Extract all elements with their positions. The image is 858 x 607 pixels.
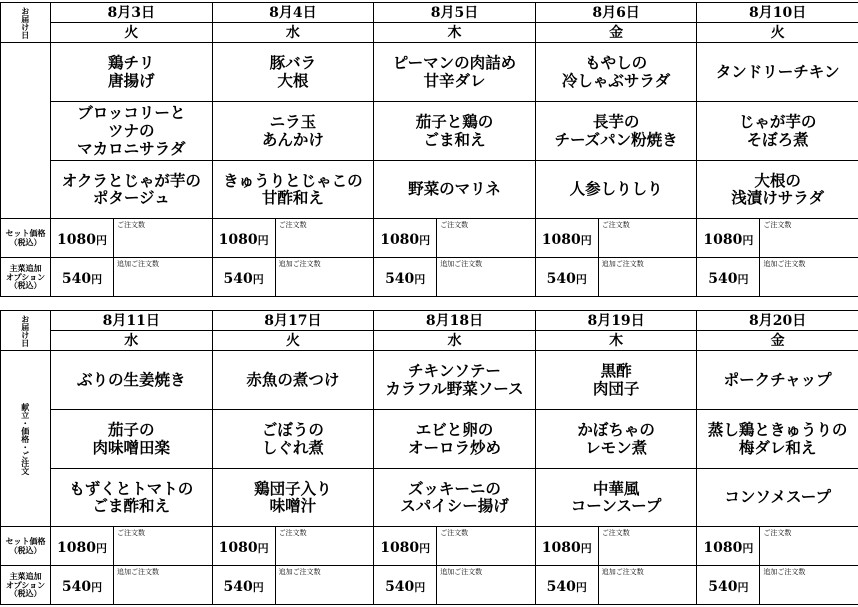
set-price-row [1, 527, 858, 565]
option-label: 主菜追加 [9, 263, 42, 274]
dish-name-line: ツナの [108, 120, 155, 140]
set-price-amount: 1080 [57, 231, 96, 248]
date-row [1, 311, 858, 331]
option-price-amount: 540 [546, 270, 576, 287]
option-price [374, 566, 436, 604]
set-price [374, 527, 436, 564]
weekday: 木 [374, 23, 536, 43]
dish-row [1, 43, 858, 102]
delivery-date: 8月10日 [697, 3, 858, 23]
dish-row [1, 468, 858, 527]
price-unit: 円 [95, 541, 107, 555]
additional-order-count-label: 追加ご注文数 [601, 567, 644, 576]
price-unit: 円 [91, 272, 103, 286]
option-price [536, 566, 598, 604]
dish-name-line: しぐれ煮 [261, 437, 324, 457]
set-price-amount: 1080 [541, 231, 581, 248]
set-price-amount: 1080 [703, 539, 743, 556]
order-count-label: ご注文数 [763, 221, 792, 230]
option-price-amount: 540 [223, 270, 253, 287]
delivery-date: 8月20日 [697, 311, 858, 331]
dish-name-line: タンドリーチキン [715, 62, 840, 82]
price-unit: 円 [575, 580, 587, 594]
dish-cell [51, 160, 213, 219]
option-price-amount: 540 [223, 578, 253, 595]
weekday: 金 [697, 331, 858, 351]
dish-name-line: あんかけ [261, 129, 324, 149]
dish-name-line: 大根 [277, 71, 309, 91]
set-price-label: セット価格 [5, 536, 46, 547]
order-count-label: ご注文数 [278, 221, 307, 230]
dish-name-line: 茄子の [108, 419, 155, 439]
option-price [374, 258, 436, 296]
order-count-label: ご注文数 [278, 529, 307, 538]
dish-name-line: ぶりの生姜焼き [77, 370, 186, 390]
dish-name-line: ピーマンの肉詰め [392, 53, 517, 73]
price-unit: 円 [737, 272, 749, 286]
dish-name-line: マカロニサラダ [77, 138, 186, 158]
additional-order-count-field[interactable] [113, 258, 212, 296]
price-unit: 円 [580, 233, 592, 247]
additional-order-count-field[interactable] [113, 566, 212, 604]
dish-cell [51, 102, 213, 161]
dish-cell [212, 410, 374, 469]
option-price-amount: 540 [61, 578, 92, 595]
price-unit: 円 [575, 272, 587, 286]
dish-name-line: コーンスープ [570, 496, 662, 516]
dish-name-line: 味噌汁 [269, 496, 317, 516]
dish-cell [374, 43, 536, 102]
order-count-field[interactable] [436, 219, 535, 256]
dish-name-line: ごま酢和え [92, 496, 171, 516]
dish-row [1, 160, 858, 219]
set-price [697, 219, 759, 256]
set-price-cell [374, 219, 536, 257]
option-price-cell [697, 565, 858, 604]
dish-cell [697, 102, 858, 161]
option-price [697, 258, 759, 296]
dish-cell [535, 160, 697, 219]
dish-name-line: ズッキーニの [408, 478, 501, 498]
order-count-label: ご注文数 [601, 221, 630, 230]
dish-cell [212, 160, 374, 219]
option-price [213, 566, 275, 604]
dish-name-line: 肉味噌田楽 [92, 437, 171, 457]
order-count-label: ご注文数 [440, 529, 469, 538]
price-unit: 円 [91, 580, 103, 594]
weekday: 水 [212, 23, 374, 43]
price-unit: 円 [580, 541, 592, 555]
menu-price-order-label: 献立・価格・ご注文 [20, 402, 31, 475]
delivery-date-label: お届け日 [20, 6, 31, 39]
set-price-cell [212, 527, 374, 565]
dish-cell [535, 43, 697, 102]
additional-order-count-field[interactable] [436, 566, 535, 604]
dish-cell [535, 351, 697, 410]
weekday: 金 [535, 23, 697, 43]
dish-cell [374, 351, 536, 410]
dish-name-line: 甘辛ダレ [423, 71, 486, 91]
order-count-field[interactable] [113, 219, 212, 256]
delivery-date-label-cell [1, 3, 51, 43]
dish-cell [374, 410, 536, 469]
dish-row [1, 351, 858, 410]
dish-cell [51, 43, 213, 102]
dish-name-line: 鶏チリ [108, 53, 155, 73]
dish-cell [51, 410, 213, 469]
order-count-field[interactable] [436, 527, 535, 564]
weekday: 火 [51, 23, 213, 43]
dish-cell [535, 102, 697, 161]
additional-order-count-field[interactable] [436, 258, 535, 296]
additional-order-count-label: 追加ご注文数 [601, 259, 644, 268]
order-count-field[interactable] [759, 527, 858, 564]
dish-cell [697, 468, 858, 527]
dish-name-line: 赤魚の煮つけ [246, 370, 340, 390]
option-label-sub: オプション [5, 579, 46, 590]
dish-name-line: 野菜のマリネ [408, 179, 501, 199]
dish-cell [697, 410, 858, 469]
set-price [51, 527, 113, 564]
option-price-cell [51, 565, 213, 604]
order-count-field[interactable] [113, 527, 212, 564]
menu-table-week-1 [0, 2, 858, 297]
dish-name-line: ニラ玉 [269, 111, 317, 131]
dish-cell [374, 160, 536, 219]
option-price-amount: 540 [708, 270, 738, 287]
dish-name-line: かぼちゃの [577, 419, 655, 439]
additional-order-count-label: 追加ご注文数 [763, 259, 806, 268]
order-count-field[interactable] [598, 219, 697, 256]
set-price-amount: 1080 [541, 539, 581, 556]
option-label-cell [1, 257, 51, 296]
dish-cell [535, 468, 697, 527]
additional-order-count-label: 追加ご注文数 [440, 567, 483, 576]
order-count-field[interactable] [598, 527, 697, 564]
weekday: 火 [212, 331, 374, 351]
option-price-amount: 540 [708, 578, 738, 595]
dish-name-line: もずくとトマトの [69, 478, 194, 498]
price-unit: 円 [414, 272, 426, 286]
price-unit: 円 [742, 541, 754, 555]
dish-name-line: 豚バラ [269, 53, 317, 73]
delivery-date-label: お届け日 [20, 314, 31, 347]
set-price-label: セット価格 [5, 228, 46, 239]
option-price-amount: 540 [61, 270, 92, 287]
option-price-cell [51, 257, 213, 296]
set-price-cell [51, 219, 213, 257]
dish-cell [51, 468, 213, 527]
dish-name-line: 大根の [754, 170, 801, 190]
set-price [536, 527, 598, 564]
dish-name-line: 浅漬けサラダ [731, 188, 825, 208]
set-price [213, 219, 275, 256]
dish-name-line: 人参しりしり [569, 179, 663, 199]
order-count-label: ご注文数 [763, 529, 792, 538]
weekday: 火 [697, 23, 858, 43]
dish-cell [374, 468, 536, 527]
additional-order-count-label: 追加ご注文数 [117, 259, 159, 268]
order-count-label: ご注文数 [117, 529, 145, 538]
set-price-cell [374, 527, 536, 565]
price-unit: 円 [257, 233, 269, 247]
option-price [51, 566, 113, 604]
set-price-cell [535, 219, 697, 257]
price-unit: 円 [414, 580, 426, 594]
dish-name-line: 茄子と鶏の [415, 111, 494, 131]
dish-name-line: 中華風 [592, 478, 640, 498]
dish-name-line: ポタージュ [92, 188, 170, 208]
dish-row [1, 102, 858, 161]
option-price-cell [212, 257, 374, 296]
delivery-date: 8月6日 [535, 3, 697, 23]
set-price [213, 527, 275, 564]
dish-name-line: 甘酢和え [261, 188, 324, 208]
option-price-cell [535, 257, 697, 296]
price-unit: 円 [419, 233, 431, 247]
set-price-cell [212, 219, 374, 257]
dish-cell [374, 102, 536, 161]
delivery-date: 8月18日 [374, 311, 536, 331]
menu-table-week-2 [0, 310, 858, 605]
delivery-date: 8月11日 [51, 311, 213, 331]
tax-included-label: （税込） [9, 236, 42, 247]
additional-order-count-label: 追加ご注文数 [117, 567, 159, 576]
dish-name-line: カラフル野菜ソース [385, 379, 524, 399]
price-unit: 円 [742, 233, 754, 247]
tax-included-label: （税込） [9, 544, 42, 555]
dish-name-line: ごぼうの [261, 419, 324, 439]
dish-name-line: 肉団子 [592, 379, 640, 399]
set-price [536, 219, 598, 256]
order-count-label: ご注文数 [117, 221, 145, 230]
dish-name-line: コンソメスープ [724, 487, 831, 507]
dish-name-line: チキンソテー [408, 361, 501, 381]
option-price-cell [535, 565, 697, 604]
dish-name-line: ポークチャップ [723, 370, 832, 390]
option-price-cell [374, 257, 536, 296]
additional-order-count-field[interactable] [759, 566, 858, 604]
dish-name-line: 唐揚げ [108, 71, 155, 91]
dish-name-line: 鶏団子入り [254, 478, 332, 498]
dish-cell [212, 351, 374, 410]
order-count-label: ご注文数 [601, 529, 630, 538]
set-price-amount: 1080 [380, 539, 420, 556]
price-unit: 円 [95, 233, 107, 247]
set-price [51, 219, 113, 256]
option-price-amount: 540 [385, 578, 415, 595]
dish-name-line: エビと卵の [415, 419, 494, 439]
dish-name-line: 蒸し鶏ときゅうりの [707, 419, 848, 439]
weekday: 水 [51, 331, 213, 351]
additional-order-count-field[interactable] [598, 566, 697, 604]
set-price-amount: 1080 [218, 231, 258, 248]
dish-name-line: チーズパン粉焼き [554, 129, 678, 149]
set-price-cell [697, 527, 858, 565]
dish-name-line: オクラとじゃが芋の [61, 170, 201, 190]
option-price-cell [212, 565, 374, 604]
delivery-date: 8月5日 [374, 3, 536, 23]
order-count-field[interactable] [759, 219, 858, 256]
dish-name-line: 冷しゃぶサラダ [561, 71, 671, 91]
dish-row [1, 410, 858, 469]
option-price-amount: 540 [546, 578, 576, 595]
price-unit: 円 [252, 272, 264, 286]
additional-order-count-field[interactable] [275, 258, 374, 296]
order-count-field[interactable] [275, 219, 374, 256]
date-row [1, 3, 858, 23]
option-price-row [1, 565, 858, 604]
set-price-label-cell [1, 219, 51, 257]
dish-cell [212, 102, 374, 161]
option-price [51, 258, 113, 296]
option-label: 主菜追加 [9, 571, 42, 582]
option-price-cell [374, 565, 536, 604]
menu-label-cell [1, 351, 51, 527]
dish-cell [51, 351, 213, 410]
option-price [213, 258, 275, 296]
additional-order-count-field[interactable] [759, 258, 858, 296]
option-label-sub: オプション [5, 271, 46, 282]
dish-name-line: そぼろ煮 [746, 129, 809, 149]
option-price-cell [697, 257, 858, 296]
weekday-row [1, 331, 858, 351]
dish-cell [212, 43, 374, 102]
price-unit: 円 [257, 541, 269, 555]
price-unit: 円 [252, 580, 264, 594]
set-price-cell [535, 527, 697, 565]
weekday: 木 [535, 331, 697, 351]
order-count-label: ご注文数 [440, 221, 469, 230]
delivery-date: 8月4日 [212, 3, 374, 23]
option-price [697, 566, 759, 604]
set-price-amount: 1080 [703, 231, 743, 248]
dish-cell [697, 351, 858, 410]
dish-cell [697, 160, 858, 219]
dish-name-line: ブロッコリーと [77, 103, 186, 123]
set-price [374, 219, 436, 256]
dish-cell [535, 410, 697, 469]
weekday-row [1, 23, 858, 43]
delivery-date: 8月17日 [212, 311, 374, 331]
set-price-cell [697, 219, 858, 257]
additional-order-count-field[interactable] [598, 258, 697, 296]
option-price-amount: 540 [385, 270, 415, 287]
dish-name-line: じゃが芋の [738, 111, 817, 131]
set-price-cell [51, 527, 213, 565]
dish-name-line: スパイシー揚げ [400, 496, 509, 516]
tax-included-label: （税込） [9, 587, 42, 598]
set-price-row [1, 219, 858, 257]
order-count-field[interactable] [275, 527, 374, 564]
additional-order-count-label: 追加ご注文数 [440, 259, 483, 268]
tax-included-label: （税込） [9, 279, 42, 290]
dish-name-line: きゅうりとじゃこの [223, 170, 363, 190]
menu-label-cell [1, 43, 51, 219]
set-price-amount: 1080 [57, 539, 96, 556]
additional-order-count-label: 追加ご注文数 [763, 567, 806, 576]
dish-name-line: もやしの [585, 53, 648, 73]
additional-order-count-label: 追加ご注文数 [278, 567, 321, 576]
dish-name-line: ごま和え [423, 129, 486, 149]
option-price [536, 258, 598, 296]
set-price-label-cell [1, 527, 51, 565]
price-unit: 円 [419, 541, 431, 555]
dish-name-line: 梅ダレ和え [738, 437, 817, 457]
dish-cell [212, 468, 374, 527]
delivery-date: 8月3日 [51, 3, 213, 23]
weekday: 水 [374, 331, 536, 351]
set-price-amount: 1080 [380, 231, 420, 248]
set-price [697, 527, 759, 564]
price-unit: 円 [737, 580, 749, 594]
set-price-amount: 1080 [218, 539, 258, 556]
dish-name-line: 長芋の [592, 111, 640, 131]
option-label-cell [1, 565, 51, 604]
delivery-date: 8月19日 [535, 311, 697, 331]
dish-name-line: 黒酢 [600, 361, 632, 381]
dish-name-line: オーロラ炒め [407, 437, 501, 457]
delivery-date-label-cell [1, 311, 51, 351]
additional-order-count-field[interactable] [275, 566, 374, 604]
additional-order-count-label: 追加ご注文数 [278, 259, 321, 268]
dish-name-line: レモン煮 [585, 437, 648, 457]
dish-cell [697, 43, 858, 102]
option-price-row [1, 257, 858, 296]
